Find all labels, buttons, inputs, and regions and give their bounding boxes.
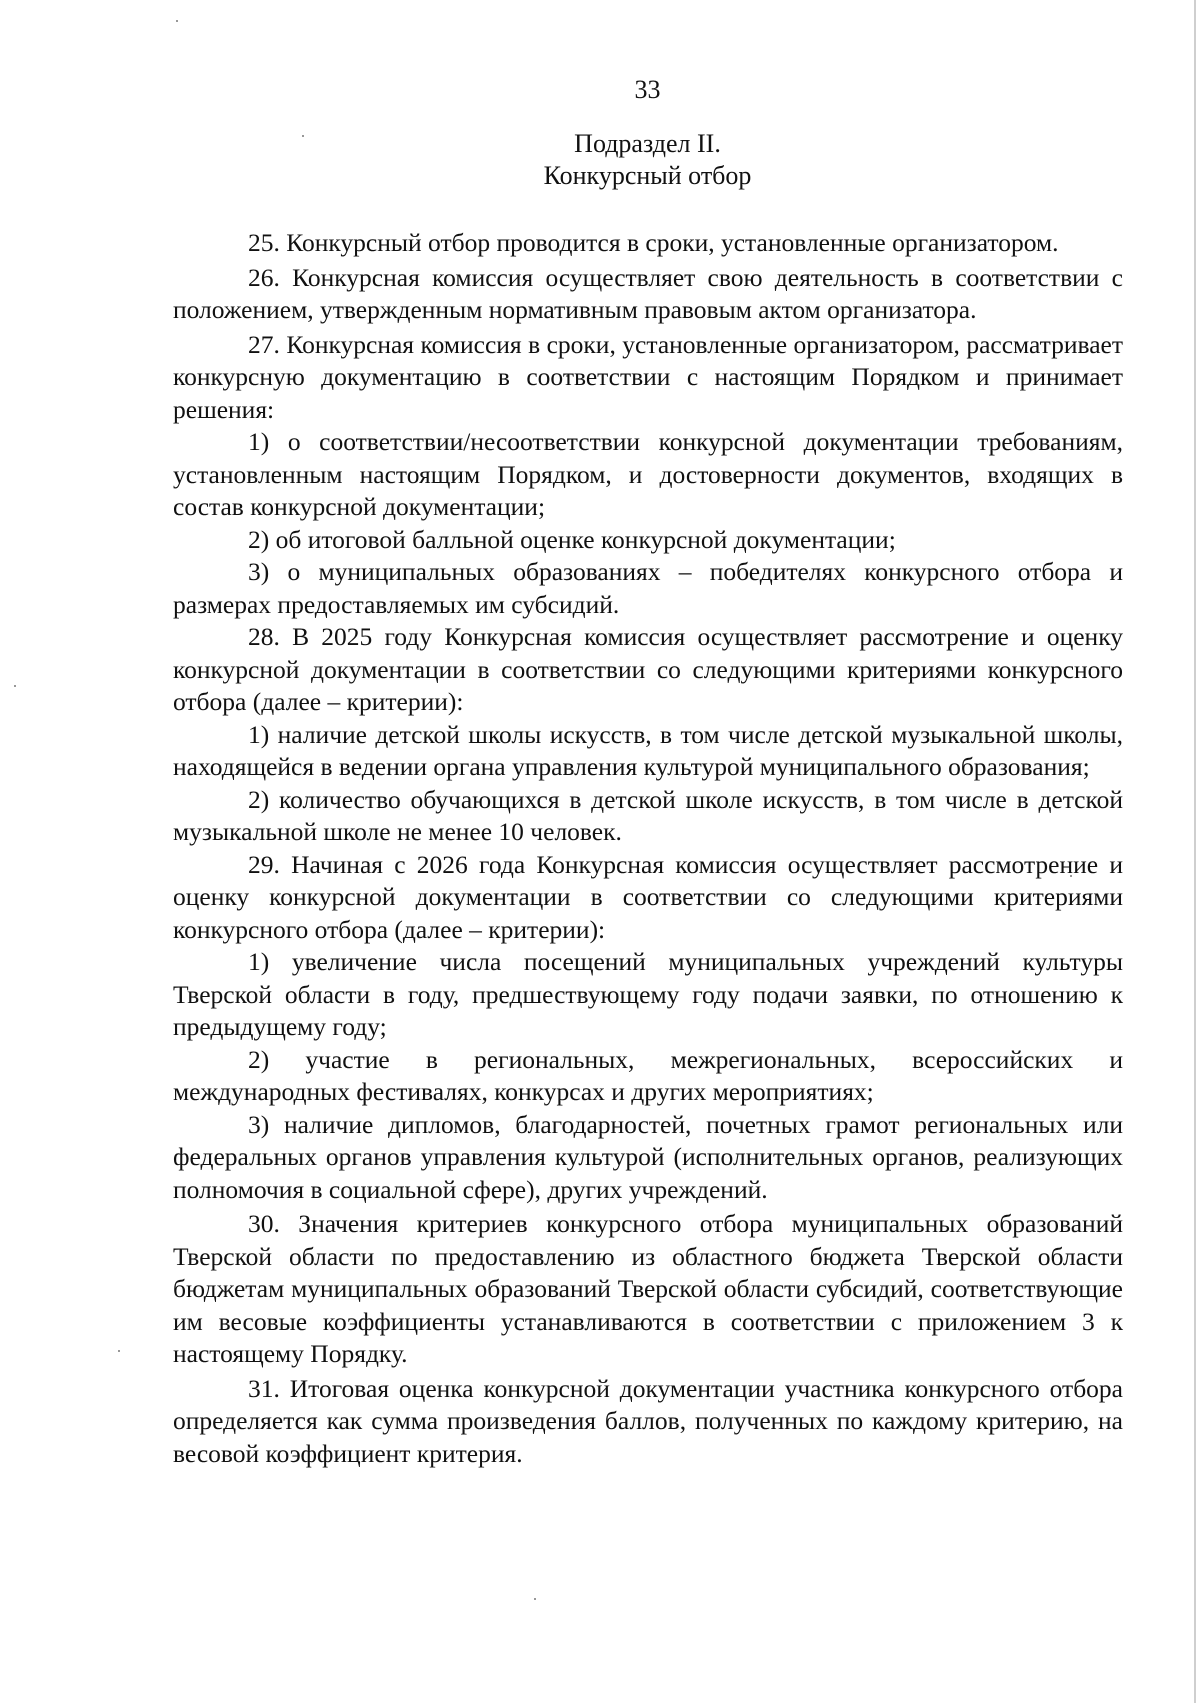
paragraph-29: 29. Начиная с 2026 года Конкурсная комиссия осуществляет рассмотрение и оценку конкурсной документации в соответствии со следующими критериями конкурсного отбора (далее – критерии): — [173, 849, 1123, 944]
page-number: 33 — [634, 75, 661, 104]
paragraph-26: 26. Конкурсная комиссия осуществляет свою деятельность в соответствии с положением, утвержденным нормативным правовым актом организатора. — [173, 262, 1123, 324]
scan-edge — [1194, 0, 1196, 1703]
section-heading — [0, 128, 1200, 192]
paragraph-27-item-1: 1) о соответствии/несоответствии конкурсной документации требованиям, установленным настоящим Порядком, и достоверности документов, входящих в состав конкурсной документации; — [173, 427, 1123, 521]
paragraph-29-item-3: 3) наличие дипломов, благодарностей, почетных грамот региональных или федеральных органов управления культурой (исполнительных органов, реализующих полномочия в социальной сфере), других учреждений. — [173, 1109, 1123, 1204]
scan-speck — [176, 20, 178, 22]
subsection-subtitle: Конкурсный отбор — [543, 161, 752, 190]
paragraph-25: 25. Конкурсный отбор проводится в сроки, установленные организатором. — [248, 228, 1059, 257]
paragraph-27-item-3: 3) о муниципальных образованиях – победителях конкурсного отбора и размерах предоставляемых им субсидий. — [173, 557, 1123, 619]
paragraph-28-item-1: 1) наличие детской школы искусств, в том числе детской музыкальной школы, находящейся в ведении органа управления культурой муниципального образования; — [173, 719, 1123, 781]
scan-speck — [534, 1598, 536, 1600]
scan-speck — [118, 1350, 120, 1352]
paragraph-30: 30. Значения критериев конкурсного отбора муниципальных образований Тверской области по предоставлению из областного бюджета Тверской области бюджетам муниципальных образований Тверской области субсидий, соответствующие им весовые коэффициенты устанавливаются в соответствии с приложением 3 к настоящему Порядку. — [173, 1209, 1123, 1368]
paragraph-29-item-1: 1) увеличение числа посещений муниципальных учреждений культуры Тверской области в году, предшествующему году подачи заявки, по отношению к предыдущему году; — [173, 947, 1123, 1041]
paragraph-28: 28. В 2025 году Конкурсная комиссия осуществляет рассмотрение и оценку конкурсной документации в соответствии со следующими критериями конкурсного отбора (далее – критерии): — [173, 622, 1123, 716]
paragraph-29-item-2: 2) участие в региональных, межрегиональных, всероссийских и международных фестивалях, конкурсах и других мероприятиях; — [173, 1044, 1123, 1106]
paragraph-27-item-2: 2) об итоговой балльной оценке конкурсной документации; — [248, 524, 896, 554]
subsection-title: Подраздел II. — [574, 129, 721, 158]
document-body — [173, 227, 1123, 1470]
paragraph-31: 31. Итоговая оценка конкурсной документации участника конкурсного отбора определяется как сумма произведения баллов, полученных по каждому критерию, на весовой коэффициент критерия. — [173, 1373, 1123, 1468]
paragraph-28-item-2: 2) количество обучающихся в детской школе искусств, в том числе в детской музыкальной школе не менее 10 человек. — [173, 784, 1123, 846]
scan-speck — [14, 685, 16, 687]
paragraph-27: 27. Конкурсная комиссия в сроки, установленные организатором, рассматривает конкурсную документацию в соответствии с настоящим Порядком и принимает решения: — [173, 329, 1123, 424]
